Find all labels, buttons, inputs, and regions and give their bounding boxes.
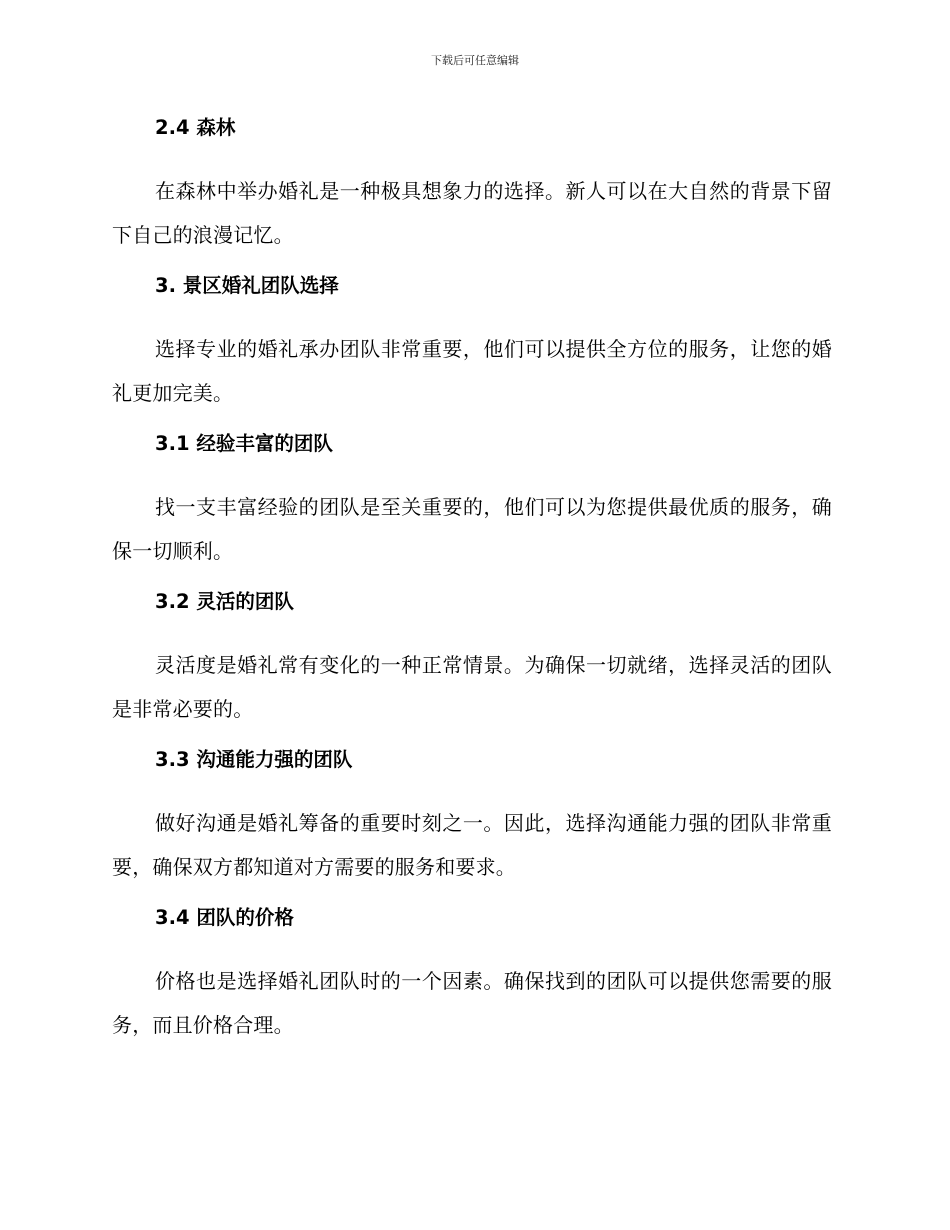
section-paragraph: 找一支丰富经验的团队是至关重要的，他们可以为您提供最优质的服务，确保一切顺利。 — [112, 495, 832, 563]
section-paragraph: 价格也是选择婚礼团队时的一个因素。确保找到的团队可以提供您需要的服务，而且价格合理。 — [112, 969, 832, 1037]
page-header: 下载后可任意编辑 — [431, 54, 519, 67]
section-paragraph: 选择专业的婚礼承办团队非常重要，他们可以提供全方位的服务，让您的婚礼更加完美。 — [112, 337, 832, 405]
section-paragraph: 做好沟通是婚礼筹备的重要时刻之一。因此，选择沟通能力强的团队非常重要，确保双方都知道对方需要的服务和要求。 — [112, 811, 832, 879]
section-flexible-team — [112, 587, 832, 731]
section-heading: 3.1 经验丰富的团队 — [155, 432, 333, 455]
section-heading: 3.4 团队的价格 — [155, 906, 294, 929]
section-forest — [112, 113, 832, 257]
section-heading: 3.3 沟通能力强的团队 — [155, 748, 353, 771]
section-experienced-team — [112, 429, 832, 573]
section-paragraph: 在森林中举办婚礼是一种极具想象力的选择。新人可以在大自然的背景下留下自己的浪漫记忆。 — [112, 179, 832, 247]
section-team-price — [112, 903, 832, 1047]
document-body — [112, 113, 832, 1047]
section-heading: 3.2 灵活的团队 — [155, 590, 294, 613]
section-communication-team — [112, 745, 832, 889]
section-heading: 3. 景区婚礼团队选择 — [155, 274, 339, 297]
section-paragraph: 灵活度是婚礼常有变化的一种正常情景。为确保一切就绪，选择灵活的团队是非常必要的。 — [112, 653, 832, 721]
section-team-selection — [112, 271, 832, 415]
section-heading: 2.4 森林 — [155, 116, 236, 139]
